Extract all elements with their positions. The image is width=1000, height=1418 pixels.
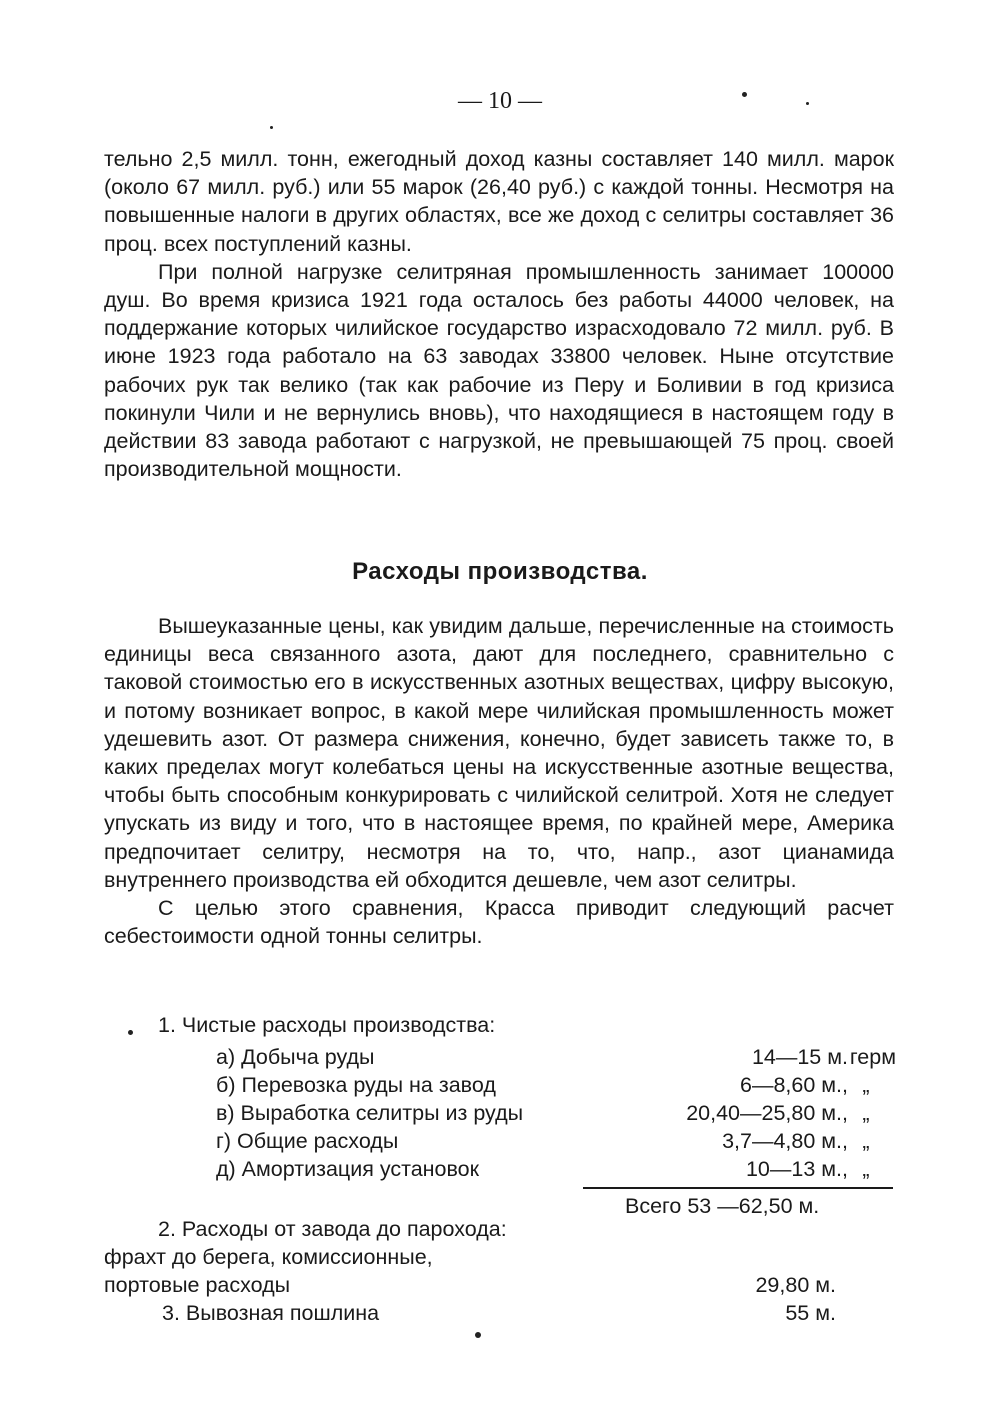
cost-row: [216, 1127, 896, 1155]
paragraph: С целью этого сравнения, Красса приводит следующий расчет себестоимости одной тонны селитры.: [104, 896, 894, 949]
scan-speck: [475, 1332, 481, 1338]
cost-row: [216, 1071, 896, 1099]
cost-label: д) Амортизация установок: [216, 1157, 480, 1181]
ditto-mark: „: [862, 1157, 870, 1181]
scan-speck: [128, 1030, 133, 1035]
cost-value: 10—13 м.,: [745, 1157, 848, 1181]
sum-divider: [583, 1187, 893, 1189]
section2-desc: фрахт до берега, комиссионные,: [104, 1245, 433, 1269]
cost-label: б) Перевозка руды на завод: [216, 1073, 496, 1097]
intro-text: [104, 145, 894, 483]
ditto-mark: „: [862, 1073, 870, 1097]
scan-speck: [742, 92, 747, 97]
cost-label: г) Общие расходы: [216, 1129, 399, 1153]
ditto-mark: „: [862, 1129, 870, 1153]
section2-value: 29,80 м.: [755, 1273, 836, 1297]
cost-value: 14—15 м.: [751, 1045, 848, 1069]
cost-label: а) Добыча руды: [216, 1045, 375, 1069]
cost-label: в) Выработка селитры из руды: [216, 1101, 524, 1125]
section-heading: Расходы производства.: [352, 558, 648, 585]
section-text: [104, 612, 894, 950]
cost-value: 3,7—4,80 м.,: [722, 1129, 848, 1153]
section2-desc: портовые расходы: [104, 1273, 291, 1297]
cost-unit: герм: [849, 1045, 896, 1069]
scan-speck: [270, 126, 273, 129]
paragraph: тельно 2,5 милл. тонн, ежегодный доход казны составляет 140 милл. марок (около 67 милл. руб.) или 55 марок (26,40 руб.) с каждой тонны. Несмотря на повышенные налоги в других областях, все же доход с селитры составляет 36 проц. всех поступлений казны.: [104, 147, 894, 256]
section3-value: 55 м.: [785, 1301, 836, 1325]
section2-title: 2. Расходы от завода до парохода:: [158, 1217, 507, 1241]
scan-speck: [806, 102, 809, 105]
section3-title: 3. Вывозная пошлина: [162, 1301, 380, 1325]
cost-value: 20,40—25,80 м.,: [686, 1101, 848, 1125]
cost-total: Всего 53 —62,50 м.: [625, 1194, 820, 1218]
cost-list-title: 1. Чистые расходы производства:: [158, 1013, 496, 1037]
paragraph: При полной нагрузке селитряная промышленность занимает 100000 душ. Во время кризиса 1921 года осталось без работы 44000 человек, на поддержание которых чилийское государство израсходовало 72 милл. руб. В июне 1923 года работало на 63 заводах 33800 человек. Ныне отсутствие рабочих рук так велико (так как рабочие из Перу и Боливии в год кризиса покинули Чили и не вернулись вновь), что находящиеся в настоящем году в действии 83 завода работают с нагрузкой, не превышающей 75 проц. своей производительной мощности.: [104, 259, 894, 482]
cost-row: [216, 1043, 896, 1071]
cost-row: [216, 1099, 896, 1127]
paragraph: Вышеуказанные цены, как увидим дальше, перечисленные на стоимость единицы веса связанного азота, дают для последнего, сравнительно с таковой стоимостью его в искусственных азотных веществах, цифру высокую, и потому возникает вопрос, в какой мере чилийская промышленность может удешевить азот. От размера снижения, конечно, будет зависеть также то, в каких пределах могут колебаться цены на искусственные азотные вещества, чтобы быть способным конкурировать с чилийской селитрой. Хотя не следует упускать из виду и того, что в настоящее время, по крайней мере, Америка предпочитает селитру, несмотря на то, что, напр., азот цианамида внутреннего производства ей обходится дешевле, чем азот селитры.: [104, 614, 894, 892]
cost-value: 6—8,60 м.,: [739, 1073, 848, 1097]
ditto-mark: „: [862, 1101, 870, 1125]
cost-row: [216, 1155, 896, 1183]
page-number: — 10 —: [458, 88, 542, 114]
